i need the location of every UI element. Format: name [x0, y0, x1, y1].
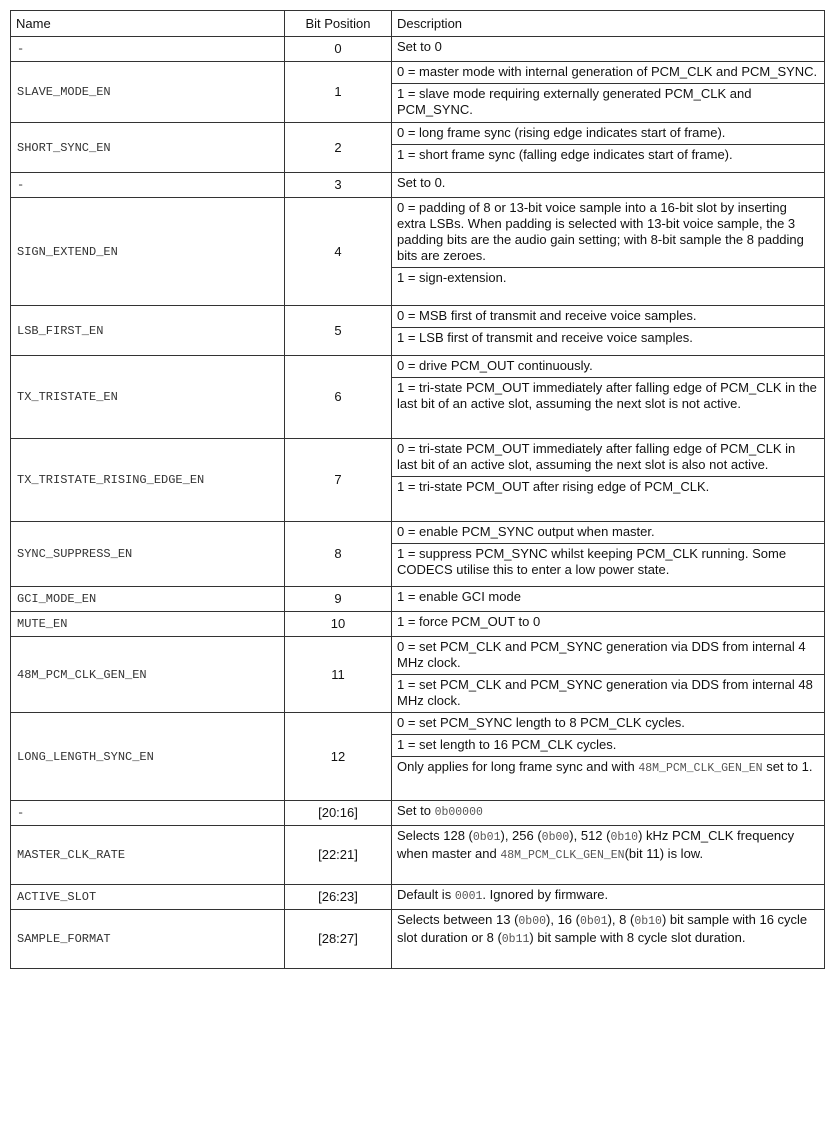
description-line [392, 327, 824, 349]
description-line [392, 439, 824, 476]
code-literal: 48M_PCM_CLK_GEN_EN [638, 762, 763, 775]
description-line [392, 522, 824, 543]
register-name: TX_TRISTATE_RISING_EDGE_EN [11, 439, 285, 522]
register-name: MASTER_CLK_RATE [11, 826, 285, 885]
register-name: TX_TRISTATE_EN [11, 356, 285, 439]
description-cell [392, 37, 825, 62]
description-cell [392, 713, 825, 801]
description-line [392, 62, 824, 83]
description-text: 0 = set PCM_SYNC length to 8 PCM_CLK cycles. [397, 715, 685, 730]
code-literal: 0b00 [541, 831, 570, 844]
description-cell [392, 439, 825, 522]
description-text: ) bit sample with 16 cycle slot duration or 8 ( [397, 912, 808, 945]
description-text: Set to 0. [397, 175, 446, 190]
table-row [11, 637, 825, 713]
description-text: Set to 0 [397, 39, 442, 54]
bit-position: [26:23] [285, 885, 392, 910]
description-cell [392, 826, 825, 885]
description-line [392, 826, 824, 867]
description-line [392, 198, 824, 267]
bit-position: 11 [285, 637, 392, 713]
description-text: 1 = sign-extension. [397, 270, 507, 285]
description-line [392, 885, 824, 908]
description-cell [392, 801, 825, 826]
description-line [392, 801, 824, 824]
bit-position: 1 [285, 62, 392, 123]
code-literal: 0b00000 [434, 806, 483, 819]
description-text: Set to [397, 803, 435, 818]
description-line [392, 910, 824, 951]
description-text: Default is [397, 887, 455, 902]
description-text: ), 512 ( [569, 828, 611, 843]
register-name: SHORT_SYNC_EN [11, 123, 285, 173]
description-text: ) kHz PCM_CLK frequency when master and [397, 828, 795, 861]
register-name: GCI_MODE_EN [11, 587, 285, 612]
description-line [392, 637, 824, 674]
description-cell [392, 356, 825, 439]
description-text: Only applies for long frame sync and with [397, 759, 639, 774]
description-text: 0 = drive PCM_OUT continuously. [397, 358, 593, 373]
description-text: 1 = enable GCI mode [397, 589, 521, 604]
description-line [392, 543, 824, 581]
description-cell [392, 587, 825, 612]
register-name: LSB_FIRST_EN [11, 306, 285, 356]
description-cell [392, 885, 825, 910]
description-cell [392, 198, 825, 306]
description-text: . Ignored by firmware. [482, 887, 609, 902]
description-text: 1 = short frame sync (falling edge indicates start of frame). [397, 147, 733, 162]
description-line [392, 587, 824, 608]
table-row [11, 801, 825, 826]
table-row [11, 356, 825, 439]
description-text: 1 = set PCM_CLK and PCM_SYNC generation via DDS from internal 48 MHz clock. [397, 677, 813, 708]
description-cell [392, 910, 825, 969]
description-text: ) bit sample with 8 cycle slot duration. [529, 930, 746, 945]
description-line [392, 734, 824, 756]
description-cell [392, 123, 825, 173]
table-row [11, 713, 825, 801]
bit-position: 8 [285, 522, 392, 587]
description-line [392, 476, 824, 498]
description-text: 0 = padding of 8 or 13-bit voice sample into a 16-bit slot by inserting extra LSBs. When padding is selected with 13-bit voice sample, the 3 padding bits are the audio gain setting; with 8-bit sample the 8 padding bits are zeroes. [397, 200, 804, 263]
bit-position: [28:27] [285, 910, 392, 969]
table-row [11, 522, 825, 587]
bit-position: [20:16] [285, 801, 392, 826]
table-row [11, 587, 825, 612]
bit-position: [22:21] [285, 826, 392, 885]
header-name: Name [11, 11, 285, 37]
description-cell [392, 306, 825, 356]
register-name: SIGN_EXTEND_EN [11, 198, 285, 306]
code-literal: 0b01 [472, 831, 501, 844]
description-text: 0 = master mode with internal generation of PCM_CLK and PCM_SYNC. [397, 64, 818, 79]
description-text: 0 = long frame sync (rising edge indicates start of frame). [397, 125, 726, 140]
description-cell [392, 612, 825, 637]
table-row [11, 910, 825, 969]
bit-position: 9 [285, 587, 392, 612]
code-literal: 0b00 [518, 915, 547, 928]
description-text: 0 = tri-state PCM_OUT immediately after falling edge of PCM_CLK in last bit of an active slot, assuming the next slot is also not active. [397, 441, 796, 472]
register-name: SYNC_SUPPRESS_EN [11, 522, 285, 587]
code-literal: 0b11 [501, 933, 530, 946]
bit-position: 5 [285, 306, 392, 356]
table-row [11, 62, 825, 123]
table-row [11, 37, 825, 62]
description-line [392, 83, 824, 121]
register-table [10, 10, 825, 969]
description-text: Selects 128 ( [397, 828, 473, 843]
register-rows [11, 37, 825, 969]
code-literal: 48M_PCM_CLK_GEN_EN [500, 849, 625, 862]
table-row [11, 123, 825, 173]
description-cell [392, 522, 825, 587]
description-text: set to 1. [762, 759, 813, 774]
description-text: ), 8 ( [607, 912, 635, 927]
register-name: - [11, 173, 285, 198]
table-row [11, 439, 825, 522]
bit-position: 6 [285, 356, 392, 439]
table-row [11, 306, 825, 356]
description-text: 1 = force PCM_OUT to 0 [397, 614, 541, 629]
description-line [392, 756, 824, 780]
register-name: 48M_PCM_CLK_GEN_EN [11, 637, 285, 713]
description-line [392, 267, 824, 289]
register-name: - [11, 801, 285, 826]
description-text: (bit 11) is low. [624, 846, 704, 861]
description-text: 0 = set PCM_CLK and PCM_SYNC generation via DDS from internal 4 MHz clock. [397, 639, 806, 670]
description-line [392, 173, 824, 194]
description-cell [392, 173, 825, 198]
description-cell [392, 62, 825, 123]
header-description: Description [392, 11, 825, 37]
bit-position: 10 [285, 612, 392, 637]
description-text: 1 = suppress PCM_SYNC whilst keeping PCM_CLK running. Some CODECS utilise this to enter a low power state. [397, 546, 787, 577]
description-text: 1 = set length to 16 PCM_CLK cycles. [397, 737, 617, 752]
description-text: 0 = MSB first of transmit and receive voice samples. [397, 308, 697, 323]
description-text: ), 256 ( [500, 828, 542, 843]
bit-position: 2 [285, 123, 392, 173]
description-text: Selects between 13 ( [397, 912, 519, 927]
bit-position: 0 [285, 37, 392, 62]
description-text: 1 = slave mode requiring externally generated PCM_CLK and PCM_SYNC. [397, 86, 752, 117]
description-line [392, 144, 824, 166]
register-name: SAMPLE_FORMAT [11, 910, 285, 969]
code-literal: 0001 [454, 890, 483, 903]
table-row [11, 173, 825, 198]
description-text: 0 = enable PCM_SYNC output when master. [397, 524, 655, 539]
register-name: ACTIVE_SLOT [11, 885, 285, 910]
description-text: 1 = tri-state PCM_OUT after rising edge of PCM_CLK. [397, 479, 710, 494]
register-name: LONG_LENGTH_SYNC_EN [11, 713, 285, 801]
register-name: MUTE_EN [11, 612, 285, 637]
register-name: - [11, 37, 285, 62]
description-line [392, 612, 824, 633]
code-literal: 0b01 [579, 915, 608, 928]
description-line [392, 674, 824, 712]
bit-position: 4 [285, 198, 392, 306]
table-row [11, 198, 825, 306]
description-line [392, 37, 824, 58]
code-literal: 0b10 [610, 831, 639, 844]
description-line [392, 123, 824, 144]
header-row [11, 11, 825, 37]
bit-position: 7 [285, 439, 392, 522]
description-text: ), 16 ( [546, 912, 580, 927]
description-line [392, 377, 824, 415]
description-line [392, 713, 824, 734]
table-row [11, 826, 825, 885]
table-row [11, 885, 825, 910]
header-bit-position: Bit Position [285, 11, 392, 37]
table-row [11, 612, 825, 637]
description-line [392, 306, 824, 327]
register-name: SLAVE_MODE_EN [11, 62, 285, 123]
description-line [392, 356, 824, 377]
code-literal: 0b10 [634, 915, 662, 928]
description-text: 1 = LSB first of transmit and receive voice samples. [397, 330, 693, 345]
bit-position: 3 [285, 173, 392, 198]
description-cell [392, 637, 825, 713]
bit-position: 12 [285, 713, 392, 801]
description-text: 1 = tri-state PCM_OUT immediately after falling edge of PCM_CLK in the last bit of an active slot, assuming the next slot is not active. [397, 380, 817, 411]
